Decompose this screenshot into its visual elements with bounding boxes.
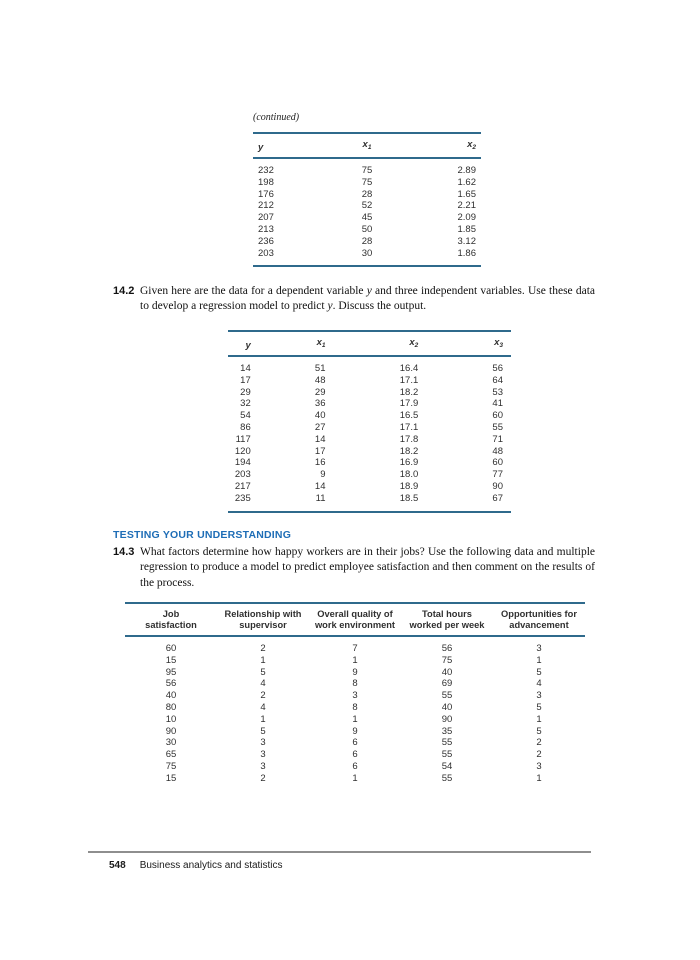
column-header: Relationship with supervisor (217, 603, 309, 636)
footer-text (88, 860, 591, 871)
table-cell: 30 (361, 247, 373, 259)
table-row (228, 375, 511, 387)
table-cell: 16.5 (399, 410, 419, 422)
table-row (125, 702, 585, 714)
table-row (253, 189, 481, 201)
column-header: $x_3$ (440, 331, 511, 356)
table-row (228, 481, 511, 493)
table-cell: 5 (536, 666, 542, 678)
table-cell: 51 (314, 363, 326, 374)
table-row (125, 636, 585, 655)
table-cell: 60 (492, 457, 503, 469)
table-row (228, 457, 511, 469)
column-header: Opportunities for advancement (493, 603, 585, 636)
table-cell: 7 (352, 643, 358, 654)
text-run: and three independent variables. Use these data to develop a regression model to predict (140, 285, 595, 313)
table-row (253, 212, 481, 224)
table-row (125, 667, 585, 679)
table-cell: 10 (165, 713, 177, 725)
table-cell: 75 (361, 176, 373, 188)
table-row (228, 410, 511, 422)
table-cell: 1 (352, 772, 358, 784)
table-cell: 56 (492, 363, 503, 374)
column-header: Job satisfaction (125, 603, 217, 636)
table-cell: 15 (165, 654, 177, 666)
text-run: . Discuss the output. (332, 300, 427, 313)
table-cell: 56 (165, 678, 177, 690)
table-cell: 32 (240, 398, 251, 410)
table-cell: 17.1 (399, 421, 419, 433)
table-cell: 2 (536, 737, 542, 749)
table-cell: 2 (260, 772, 266, 784)
table-cell: 232 (258, 165, 274, 176)
table-cell: 18.2 (399, 445, 419, 457)
table-cell: 65 (165, 749, 177, 761)
table-cell: 4 (260, 678, 266, 690)
table-cell: 75 (441, 654, 453, 666)
table-cell: 198 (258, 176, 274, 188)
page-footer (88, 851, 591, 871)
table-cell: 194 (234, 457, 251, 469)
table-cell: 55 (441, 737, 453, 749)
header-subscript: 1 (367, 144, 372, 151)
text-run: Given here are the data for a dependent variable (140, 285, 367, 297)
problem-statement (140, 284, 595, 315)
table-cell: 14 (240, 363, 251, 374)
table-cell: 213 (258, 223, 274, 235)
table-cell: 5 (536, 725, 542, 737)
table-row (125, 773, 585, 791)
table-cell: 5 (536, 701, 542, 713)
table-cell: 1.86 (457, 247, 476, 259)
table-cell: 6 (352, 749, 358, 761)
table-row (253, 158, 481, 177)
table-cell: 16.9 (399, 457, 419, 469)
table-cell: 54 (240, 410, 251, 422)
problem-14-3-table-block (125, 602, 585, 791)
table-cell: 235 (234, 492, 251, 504)
table-cell: 207 (258, 212, 274, 224)
table-cell: 55 (441, 749, 453, 761)
table-cell: 50 (361, 223, 373, 235)
table-cell: 60 (165, 643, 177, 654)
text-run: What factors determine how happy workers are in their jobs? Use the following data and multiple regression to produce a model to predict employee satisfaction and then comment on the results of the process. (140, 546, 595, 589)
table-row (253, 224, 481, 236)
table-cell: 28 (361, 235, 373, 247)
table-cell: 55 (492, 421, 503, 433)
table-row (228, 434, 511, 446)
table-cell: 120 (234, 445, 251, 457)
table-cell: 55 (441, 690, 453, 702)
header-subscript: 1 (321, 342, 326, 349)
column-header: Overall quality of work environment (309, 603, 401, 636)
page-number: 548 (109, 860, 126, 871)
table-cell: 17.8 (399, 433, 419, 445)
table-cell: 8 (352, 678, 358, 690)
math-variable: y (366, 285, 372, 297)
table-cell: 3 (536, 760, 542, 772)
table-cell: 18.5 (399, 492, 419, 504)
table-cell: 217 (234, 480, 251, 492)
table-cell: 67 (492, 492, 503, 504)
table-cell: 55 (441, 772, 453, 784)
table-row (253, 248, 481, 267)
table-cell: 1 (536, 713, 542, 725)
table-cell: 48 (314, 374, 326, 386)
table-cell: 80 (165, 701, 177, 713)
table-row (228, 422, 511, 434)
table-cell: 17 (314, 445, 326, 457)
table-cell: 9 (352, 725, 358, 737)
table-cell: 16 (314, 457, 326, 469)
table-row (125, 761, 585, 773)
table-cell: 212 (258, 200, 274, 212)
table-cell: 18.9 (399, 480, 419, 492)
table-row (125, 737, 585, 749)
column-header: y (253, 133, 329, 158)
table-row (228, 493, 511, 512)
table-cell: 176 (258, 188, 274, 200)
table-cell: 203 (234, 469, 251, 481)
header-row (125, 603, 585, 636)
table-cell: 2 (260, 643, 266, 654)
table-cell: 69 (441, 678, 453, 690)
table-cell: 1.65 (457, 188, 476, 200)
table-cell: 28 (361, 188, 373, 200)
problem-14-3 (113, 545, 595, 591)
table-cell: 2.21 (457, 200, 476, 212)
table-cell: 75 (165, 760, 177, 772)
table-cell: 9 (352, 666, 358, 678)
column-header: y (228, 331, 299, 356)
table-cell: 48 (492, 445, 503, 457)
table-cell: 11 (315, 492, 326, 504)
table-cell: 6 (352, 737, 358, 749)
table-cell: 3 (260, 760, 266, 772)
table-cell: 4 (260, 701, 266, 713)
table-cell: 18.0 (399, 469, 419, 481)
table-cell: 15 (165, 772, 177, 784)
table-cell: 90 (441, 713, 453, 725)
header-subscript: 2 (472, 144, 476, 151)
column-header: $x_2$ (370, 331, 441, 356)
table-cell: 1 (536, 654, 542, 666)
table-cell: 203 (258, 247, 274, 259)
table-cell: 30 (165, 737, 177, 749)
table-cell: 17.9 (399, 398, 419, 410)
column-header: $x_1$ (299, 331, 370, 356)
table-cell: 1 (536, 772, 542, 784)
table-cell: 40 (441, 666, 453, 678)
table-row (125, 678, 585, 690)
table-cell: 2.09 (457, 212, 476, 224)
table-cell: 1.62 (457, 176, 476, 188)
table-row (125, 714, 585, 726)
table-cell: 95 (165, 666, 177, 678)
header-subscript: 3 (499, 342, 503, 349)
column-header: $x_2$ (405, 133, 481, 158)
table-cell: 16.4 (399, 363, 419, 374)
table-cell: 3 (536, 690, 542, 702)
table-cell: 4 (536, 678, 542, 690)
table-cell: 236 (258, 235, 274, 247)
table-row (253, 200, 481, 212)
problem-14-2 (113, 284, 595, 315)
section-heading: TESTING YOUR UNDERSTANDING (113, 529, 292, 541)
table-cell: 1 (260, 713, 266, 725)
table-cell: 17 (240, 374, 251, 386)
table-cell: 36 (314, 398, 326, 410)
column-header: $x_1$ (329, 133, 405, 158)
table-row (228, 446, 511, 458)
math-variable: y (327, 300, 333, 313)
table-cell: 77 (492, 469, 503, 481)
table-cell: 3 (260, 737, 266, 749)
table-cell: 9 (320, 469, 326, 481)
problem-number: 14.2 (113, 285, 135, 297)
table-cell: 2.89 (457, 165, 476, 176)
table-cell: 71 (492, 433, 503, 445)
table-cell: 1.85 (457, 223, 476, 235)
table-row (253, 236, 481, 248)
table-cell: 2 (536, 749, 542, 761)
table-cell: 64 (492, 374, 503, 386)
table-cell: 117 (235, 433, 251, 445)
table-cell: 60 (492, 410, 503, 422)
table-cell: 90 (165, 725, 177, 737)
problem-14-2-table-block (228, 330, 511, 513)
table-cell: 17.1 (399, 374, 419, 386)
problem-number: 14.3 (113, 546, 135, 558)
table-cell: 8 (352, 701, 358, 713)
table-cell: 40 (441, 701, 453, 713)
table-row (125, 749, 585, 761)
table-cell: 27 (314, 421, 326, 433)
table-row (125, 690, 585, 702)
problem-14-3-data-table (125, 602, 585, 791)
table-cell: 53 (492, 386, 503, 398)
book-title: Business analytics and statistics (139, 860, 283, 871)
table-cell: 1 (260, 654, 266, 666)
table-cell: 40 (314, 410, 326, 422)
table-cell: 29 (240, 386, 251, 398)
table-cell: 56 (441, 643, 453, 654)
header-subscript: 2 (414, 342, 419, 349)
table-cell: 35 (441, 725, 453, 737)
header-row (228, 331, 511, 356)
table-cell: 1 (352, 654, 358, 666)
table-cell: 29 (314, 386, 326, 398)
column-header: Total hours worked per week (401, 603, 493, 636)
table-cell: 2 (260, 690, 266, 702)
table-cell: 86 (240, 421, 251, 433)
table-cell: 5 (260, 725, 266, 737)
table-cell: 45 (361, 212, 373, 224)
header-row (253, 133, 481, 158)
table-row (253, 177, 481, 189)
table-cell: 6 (352, 760, 358, 772)
table-row (125, 655, 585, 667)
table-row (125, 726, 585, 738)
table-row (228, 356, 511, 375)
table-cell: 41 (492, 398, 503, 410)
table-cell: 3 (260, 749, 266, 761)
table-cell: 90 (492, 480, 503, 492)
problem-statement (140, 545, 595, 591)
table-cell: 40 (165, 690, 177, 702)
table-row (228, 469, 511, 481)
table-cell: 5 (260, 666, 266, 678)
table-cell: 14 (314, 480, 326, 492)
table-cell: 3 (352, 690, 358, 702)
continued-label: (continued) (253, 112, 300, 123)
problem-14-2-data-table (228, 330, 511, 513)
continued-table-block (253, 112, 481, 267)
table-cell: 54 (441, 760, 453, 772)
table-cell: 75 (361, 165, 373, 176)
table-cell: 3 (536, 643, 542, 654)
table-cell: 18.2 (399, 386, 419, 398)
table-cell: 14 (314, 433, 326, 445)
footer-rule (88, 851, 591, 853)
table-cell: 3.12 (457, 235, 476, 247)
table-row (228, 398, 511, 410)
continued-data-table (253, 132, 481, 267)
table-cell: 52 (361, 200, 373, 212)
table-row (228, 387, 511, 399)
table-cell: 1 (352, 713, 358, 725)
